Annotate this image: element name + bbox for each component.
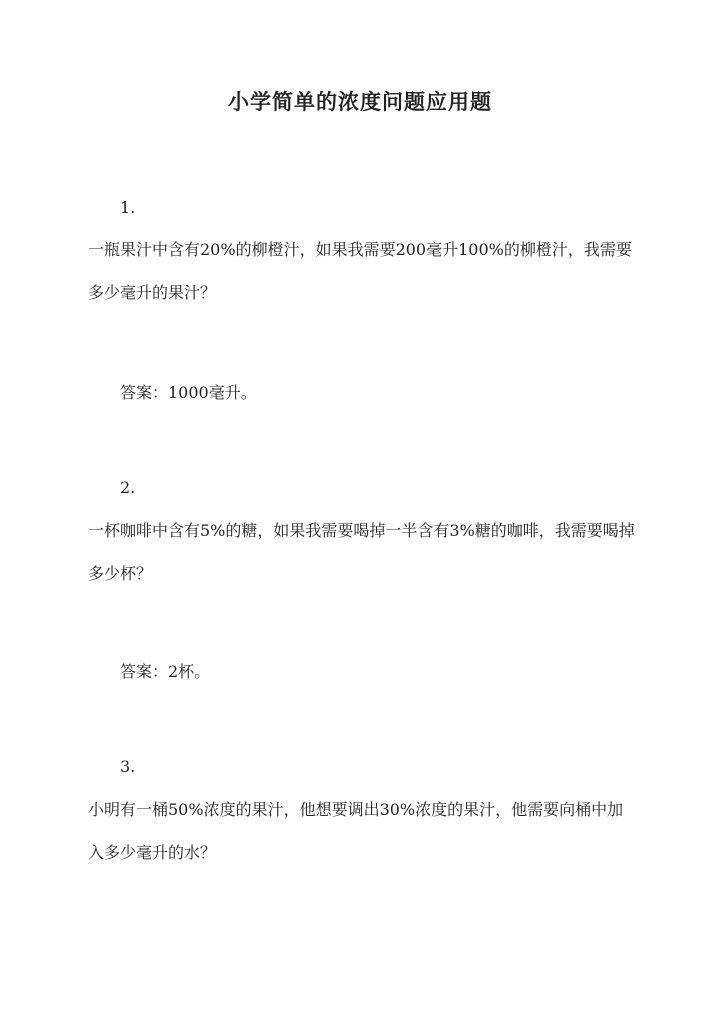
problem-3-question: 小明有一桶50%浓度的果汁，他想要调出30%浓度的果汁，他需要向桶中加入多少毫升的水？ <box>88 800 624 862</box>
page-title: 小学简单的浓度问题应用题 <box>228 89 492 114</box>
problem-2-answer: 答案：2杯。 <box>120 662 211 681</box>
problem-1-number: 1. <box>120 198 136 217</box>
problem-3-number: 3. <box>120 757 136 776</box>
problem-2-number: 2. <box>120 478 136 497</box>
problem-1-answer: 答案：1000毫升。 <box>120 383 257 402</box>
problem-1-question: 一瓶果汁中含有20%的柳橙汁，如果我需要200毫升100%的柳橙汁，我需要多少毫升的果汁？ <box>88 240 632 302</box>
problem-2-question: 一杯咖啡中含有5%的糖，如果我需要喝掉一半含有3%糖的咖啡，我需要喝掉多少杯？ <box>88 521 635 583</box>
